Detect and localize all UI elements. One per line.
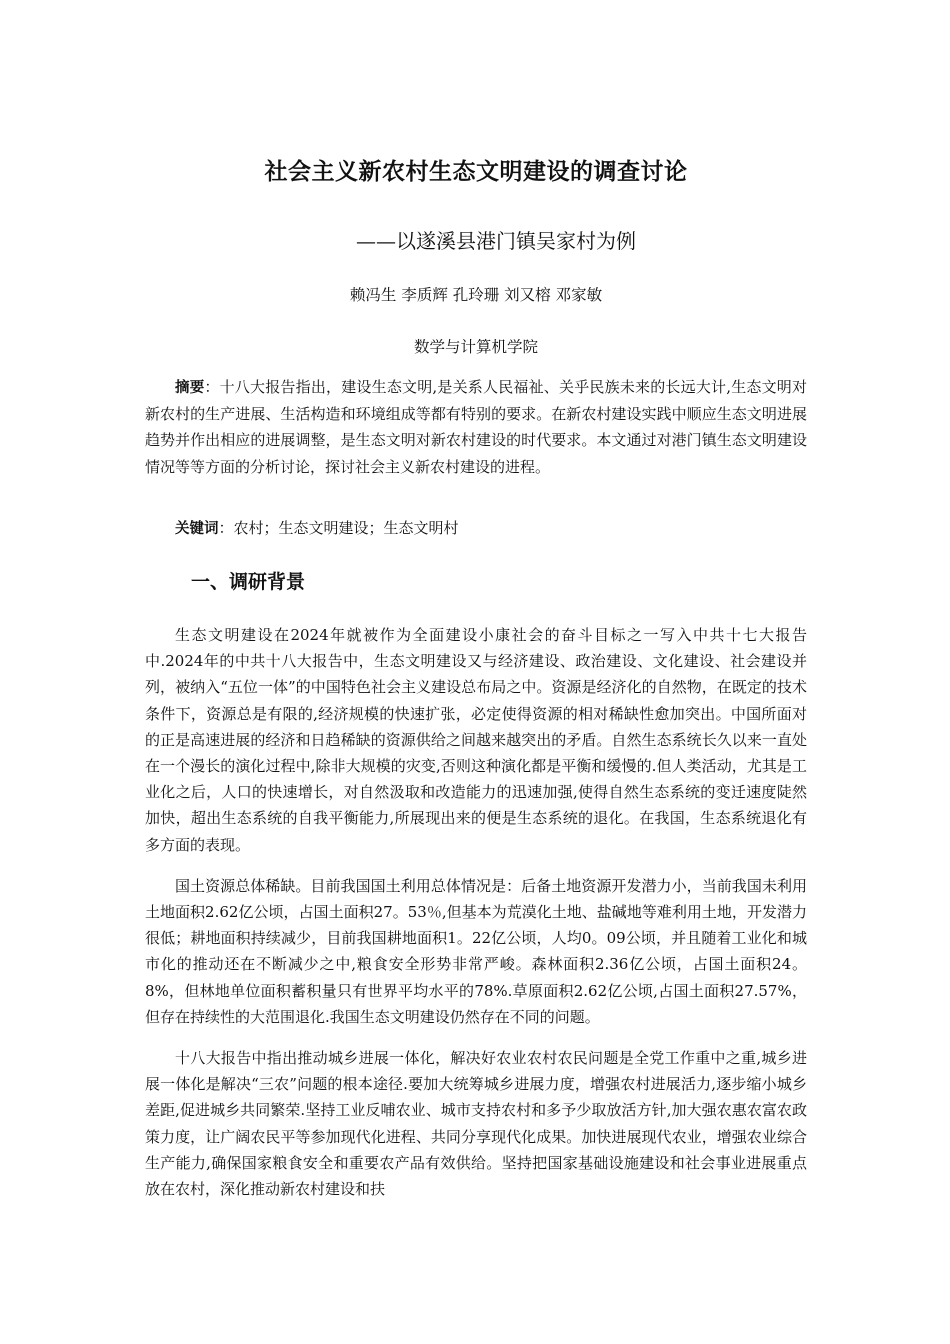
author-list: 赖冯生 李质辉 孔玲珊 刘又榕 邓家敏 xyxy=(349,286,603,304)
document-subtitle: ——以遂溪县港门镇吴家村为例 xyxy=(356,229,636,253)
body-paragraph-3: 十八大报告中指出推动城乡进展一体化，解决好农业农村农民问题是全党工作重中之重,城乡进展一体化是解决“三农”问题的根本途径.要加大统筹城乡进展力度，增强农村进展活力,逐步缩小城乡差距,促进城乡共同繁荣.坚持工业反哺农业、城市支持农村和多予少取放活方针,加大强农惠农富农政策力度，让广阔农民平等参加现代化进程、共同分享现代化成果。加快进展现代农业，增强农业综合生产能力,确保国家粮食安全和重要农产品有效供给。坚持把国家基础设施建设和社会事业进展重点放在农村，深化推动新农村建设和扶 xyxy=(145,1049,807,1199)
section-heading: 一、调研背景 xyxy=(191,571,306,593)
keywords-text: ：农村；生态文明建设；生态文明村 xyxy=(218,519,459,537)
affiliation: 数学与计算机学院 xyxy=(413,338,538,356)
document-title: 社会主义新农村生态文明建设的调查讨论 xyxy=(264,159,688,185)
keywords-label: 关键词 xyxy=(175,521,219,537)
abstract-block xyxy=(145,374,807,480)
abstract-text: ：十八大报告指出，建设生态文明,是关系人民福祉、关乎民族未来的长远大计,生态文明对新农村的生产进展、生活构造和环境组成等都有特别的要求。在新农村建设实践中顺应生态文明进展趋势并作出相应的进展调整，是生态文明对新农村建设的时代要求。本文通过对港门镇生态文明建设情况等等方面的分析讨论，探讨社会主义新农村建设的进程。 xyxy=(145,378,807,476)
body-paragraph-1: 生态文明建设在2024年就被作为全面建设小康社会的奋斗目标之一写入中共十七大报告中.2024年的中共十八大报告中，生态文明建设又与经济建设、政治建设、文化建设、社会建设并列，被纳入“五位一体”的中国特色社会主义建设总布局之中。资源是经济化的自然物，在既定的技术条件下，资源总是有限的,经济规模的快速扩张，必定使得资源的相对稀缺性愈加突出。中国所面对的正是高速进展的经济和日趋稀缺的资源供给之间越来越突出的矛盾。自然生态系统长久以来一直处在一个漫长的演化过程中,除非大规模的灾变,否则这种演化都是平衡和缓慢的.但人类活动，尤其是工业化之后，人口的快速增长，对自然汲取和改造能力的迅速加强,使得自然生态系统的变迁速度陡然加快，超出生态系统的自我平衡能力,所展现出来的便是生态系统的退化。在我国，生态系统退化有多方面的表现。 xyxy=(145,626,807,854)
keywords-paragraph xyxy=(145,515,807,542)
abstract-paragraph xyxy=(145,374,807,480)
abstract-label: 摘要 xyxy=(175,380,205,396)
body-paragraph-2: 国土资源总体稀缺。目前我国国土利用总体情况是：后备土地资源开发潜力小，当前我国未利用土地面积2.62亿公顷，占国土面积27。53％,但基本为荒漠化土地、盐碱地等难利用土地，开发潜力很低；耕地面积持续减少，目前我国耕地面积1。22亿公顷，人均0。09公顷，并且随着工业化和城市化的推动还在不断减少之中,粮食安全形势非常严峻。森林面积2.36亿公顷，占国土面积24。8%，但林地单位面积蓄积量只有世界平均水平的78%.草原面积2.62亿公顷,占国土面积27.57%，但存在持续性的大范围退化.我国生态文明建设仍然存在不同的问题。 xyxy=(145,876,807,1026)
keywords-block xyxy=(145,515,807,542)
section-body xyxy=(145,622,807,1217)
